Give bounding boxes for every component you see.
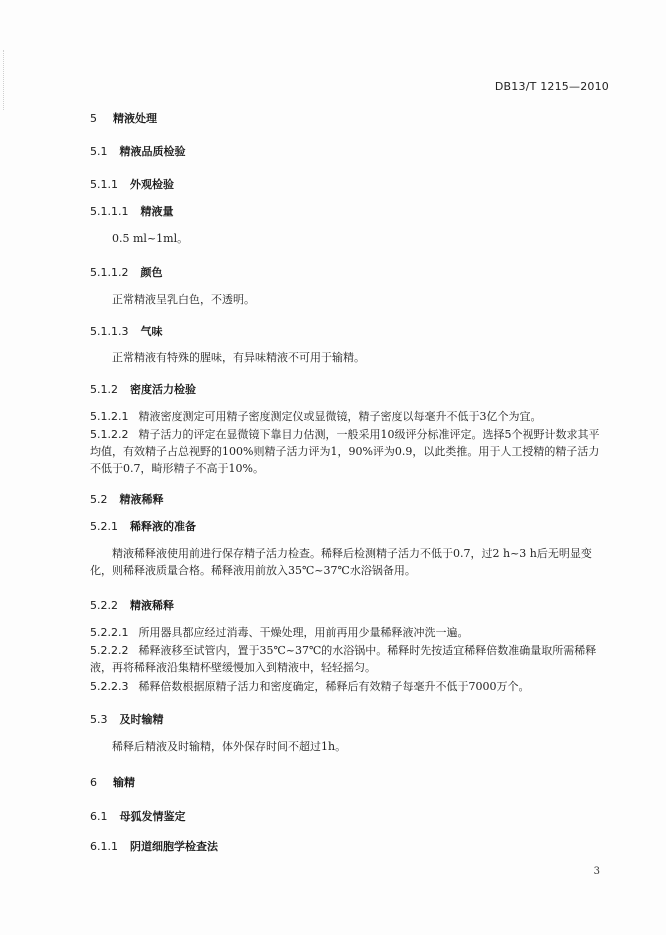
paragraph-5-2-2-1 [90, 624, 610, 641]
paragraph-text: 精子活力的评定在显微镜下靠目力估测，一般采用10级评分标准评定。选择5个视野计数求其平均值，有效精子占总视野的100%则精子活力评为1，90%评为0.9，以此类推。用于人工授精的精子活力不低于0.7，畸形精子不高于10%。 [90, 428, 600, 475]
heading-5-2-2 [90, 597, 174, 613]
heading-title: 及时输精 [119, 713, 164, 726]
heading-title: 精液品质检验 [119, 145, 186, 158]
heading-number: 6 [90, 776, 97, 789]
paragraph-text: 所用器具都应经过消毒、干燥处理，用前再用少量稀释液冲洗一遍。 [138, 626, 469, 639]
paragraph-number: 5.2.2.1 [90, 626, 129, 639]
heading-title: 精液处理 [113, 112, 157, 125]
document-code: DB13/T 1215—2010 [494, 80, 609, 93]
paragraph-odor: 正常精液有特殊的腥味，有异味精液不可用于输精。 [112, 351, 365, 364]
heading-number: 6.1 [90, 810, 108, 823]
paragraph-5-1-2-1 [90, 408, 610, 425]
heading-number: 5.2 [90, 493, 108, 506]
heading-number: 5.1.1 [90, 178, 118, 191]
paragraph-5-1-2-2 [90, 426, 610, 477]
paragraph-color: 正常精液呈乳白色，不透明。 [112, 293, 255, 306]
heading-title: 外观检验 [130, 178, 174, 191]
heading-title: 密度活力检验 [130, 383, 196, 396]
heading-title: 颜色 [140, 266, 163, 279]
paragraph-timely-insemination: 稀释后精液及时输精，体外保存时间不超过1h。 [112, 740, 347, 753]
heading-5-1 [90, 143, 186, 159]
paragraph-number: 5.1.2.1 [90, 410, 129, 423]
heading-5 [90, 110, 157, 126]
heading-5-1-1-2 [90, 264, 162, 280]
paragraph-diluent-preparation: 精液稀释液使用前进行保存精子活力检查。稀释后检测精子活力不低于0.7，过2 h~3 h后无明显变化，则稀释液质量合格。稀释液用前放入35℃~37℃水浴锅备用。 [90, 547, 592, 577]
heading-title: 阴道细胞学检查法 [130, 840, 218, 853]
heading-title: 精液稀释 [119, 493, 164, 506]
heading-number: 5.1.2 [90, 383, 118, 396]
heading-title: 精液稀释 [130, 599, 174, 612]
paragraph-5-2-2-3 [90, 678, 610, 695]
heading-number: 5.1.1.3 [90, 325, 129, 338]
heading-5-2-1 [90, 518, 196, 534]
heading-title: 气味 [140, 325, 163, 338]
heading-title: 稀释液的准备 [130, 520, 196, 533]
heading-title: 精液量 [140, 205, 174, 218]
heading-number: 5.1 [90, 145, 108, 158]
heading-5-1-2 [90, 381, 196, 397]
heading-number: 5 [90, 112, 97, 125]
heading-5-1-1 [90, 176, 174, 192]
heading-number: 5.1.1.1 [90, 205, 129, 218]
paragraph-number: 5.1.2.2 [90, 428, 129, 441]
page-number: 3 [593, 866, 600, 877]
heading-number: 5.3 [90, 713, 108, 726]
paragraph-number: 5.2.2.2 [90, 644, 129, 657]
heading-6-1-1 [90, 838, 218, 854]
paragraph-5-2-2-2 [90, 642, 610, 676]
heading-5-3 [90, 711, 164, 727]
heading-6 [90, 774, 135, 790]
paragraph-number: 5.2.2.3 [90, 680, 129, 693]
paragraph-text: 稀释液移至试管内，置于35℃~37℃的水浴锅中。稀释时先按适宜稀释倍数准确量取所需稀释液，再将稀释液沿集精杯壁缓慢加入到精液中，轻轻摇匀。 [90, 644, 597, 674]
heading-number: 5.1.1.2 [90, 266, 129, 279]
heading-5-2 [90, 491, 164, 507]
heading-title: 输精 [113, 776, 135, 789]
heading-title: 母狐发情鉴定 [119, 810, 186, 823]
heading-number: 6.1.1 [90, 840, 118, 853]
heading-number: 5.2.2 [90, 599, 118, 612]
paragraph-text: 精液密度测定可用精子密度测定仪或显微镜，精子密度以每毫升不低于3亿个为宜。 [138, 410, 542, 423]
heading-number: 5.2.1 [90, 520, 118, 533]
scan-edge-marks [3, 50, 8, 110]
paragraph-text: 稀释倍数根据原精子活力和密度确定，稀释后有效精子每毫升不低于7000万个。 [138, 680, 530, 693]
heading-5-1-1-3 [90, 323, 162, 339]
paragraph-semen-volume: 0.5 ml~1ml。 [112, 232, 189, 245]
heading-5-1-1-1 [90, 203, 173, 219]
heading-6-1 [90, 808, 186, 824]
